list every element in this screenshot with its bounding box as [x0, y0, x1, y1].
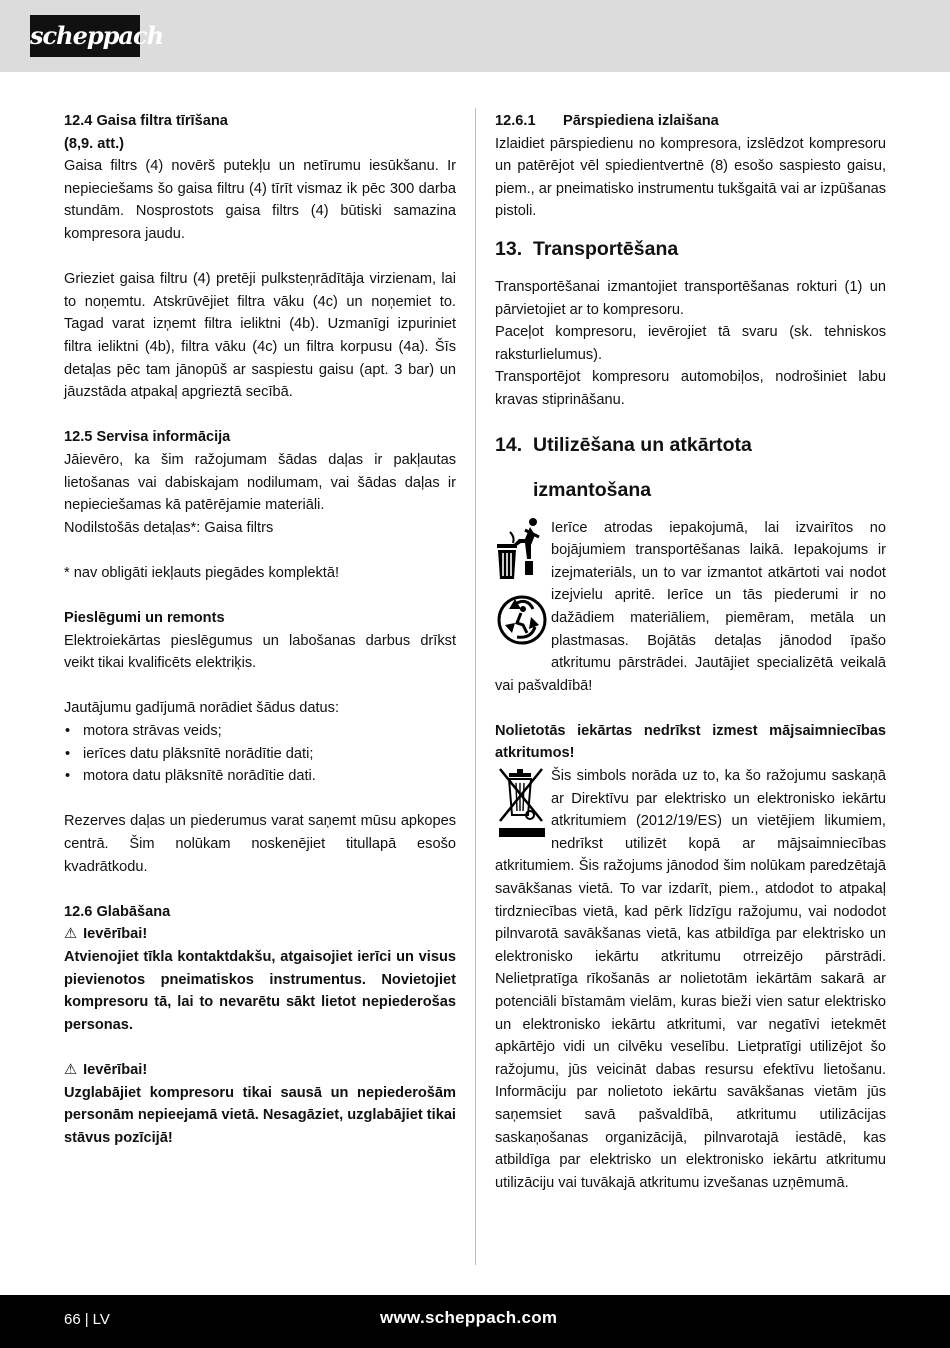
- section-number: 14.: [495, 433, 523, 456]
- section-number: 13.: [495, 237, 523, 260]
- page-number: 66: [64, 1311, 81, 1328]
- section-12-5-title: 12.5 Servisa informācija: [64, 429, 231, 446]
- connections-title: Pieslēgumi un remonts: [64, 610, 225, 627]
- warning-text-storage: Uzglabājiet kompresoru tikai sausā un nepiederošām personām nepieejamā vietā. Nesagāziet, uzglabājiet tikai stāvus pozīcijā!: [64, 1084, 456, 1146]
- warning-text-unplug: Atvienojiet tīkla kontaktdakšu, atgaisojiet ierīci un visus pievienotos pneimatiskos instrumentus. Novietojiet kompresoru tā, lai to nevarētu sākt lietot nepiederošas personas.: [64, 948, 456, 1033]
- page-separator: |: [84, 1311, 89, 1328]
- section-12-4-title: 12.4 Gaisa filtra tīrīšana: [64, 113, 228, 129]
- column-divider: [475, 108, 476, 1265]
- list-item: • motora datu plāksnītē norādītie dati.: [64, 765, 456, 788]
- paragraph-air-filter-steps: Grieziet gaisa filtru (4) pretēji pulksteņrādītāja virzienam, lai to noņemtu. Atskrūvējiet filtra vāku (4c) un noņemiet to. Tagad varat izņemt filtra ieliktni (4b). Uzmanīgi izpuriniet filtra ieliktni (4b), filtra vāku (4c) un filtra korpusu (4a). Šīs detaļas pēc tam jānopūš ar saspiestu gaisu (apt. 3 bar) un jāuzstāda atpakaļ apgrieztā secībā.: [64, 271, 456, 401]
- header-bar: [0, 0, 950, 72]
- section-12-6-title: 12.6 Glabāšana: [64, 903, 171, 920]
- disposal-icons: [495, 517, 551, 653]
- paragraph-weee: Šis simbols norāda uz to, ka šo ražojumu saskaņā ar Direktīvu par elektrisko un elektronisko iekārtu atkritumiem (2012/19/ES) un vietējiem likumiem, nedrīkst utilizēt kopā ar mājsaimniecības atkritumiem. Šis ražojums jānodod šim nolūkam paredzētajā savākšanas vietā. To var izdarīt, piem., atdodot to atpakaļ tirdzniecības vietā, kad pērk līdzīgu ražojumu, vai nododot pilnvarotā savākšanas vietā, kas atbildīga par elektrisko un elektronisko iekārtu atkritumu otrreizējo pārstrādi. Nelietpratīga rīkošanās ar nolietotām iekārtām sakarā ar potenciāli bīstamām vielām, kuras bieži vien satur elektrisko un elektronisko iekārtu atkritumi, var negatīvi ietekmēt apkārtējo vidi un cilvēku veselību. Lietpratīgi utilizējot šo ražojumu, jūs veicināt dabas resursu efektīvu lietošanu. Informāciju par nolietoto iekārtu savākšanas vietām jūs saņemsiet savā pašvaldībā, atkritumu utilizācijas saskaņošanas organizācijā, pilnvarotajā iestādē, kas atbildīga par elektrisko un elektronisko iekārtu atkritumu utilizāciju vai tuvākajā atkritumu izvešanas uzņēmumā.: [495, 768, 886, 1191]
- page-indicator: [64, 1311, 110, 1328]
- paragraph-transport-vehicle: Transportējot kompresoru automobiļos, nodrošiniet labu kravas stiprināšanu.: [495, 369, 886, 408]
- list-item: • ierīces datu plāksnītē norādītie dati;: [64, 743, 456, 766]
- paragraph-transport-handle: Transportēšanai izmantojiet transportēšanas rokturi (1) un pārvietojiet ar to kompresoru.: [495, 278, 886, 318]
- website-url: www.scheppach.com: [380, 1308, 558, 1327]
- section-number: 12.6.1: [495, 113, 536, 129]
- paragraph-connections: Elektroiekārtas pieslēgumus un labošanas darbus drīkst veikt tikai kvalificēts elektriķis.: [64, 632, 456, 672]
- paragraph-delivery-note: * nav obligāti iekļauts piegādes komplektā!: [64, 564, 340, 581]
- warning-label: ⚠ Ievērībai!: [64, 1059, 456, 1082]
- paragraph-packaging: Ierīce atrodas iepakojumā, lai izvairītos no bojājumiem transportēšanas laikā. Iepakojums ir izejmateriāls, un to var izmantot atkārtoti vai nodot izejvielu apritē. Ierīce un tās piederumi ir no dažādiem materiāliem, piemēram, metāla un plastmasas. Bojātās detaļas jānodod īpašo atkritumu pārstrādei. Jautājiet specializētā veikalā vai pašvaldībā!: [495, 519, 886, 694]
- section-14-heading-continued: izmantošana: [533, 478, 652, 501]
- crossed-bin-icon: [495, 765, 549, 841]
- scheppach-logo: scheppach: [30, 15, 140, 57]
- weee-heading: Nolietotās iekārtas nedrīkst izmest mājsaimniecības atkritumos!: [495, 722, 886, 762]
- section-12-4-figure-ref: (8,9. att.): [64, 135, 125, 152]
- language-code: LV: [92, 1311, 110, 1328]
- recycling-icon: [495, 587, 549, 653]
- section-title: Transportēšana: [533, 237, 679, 260]
- paragraph-service-info: Jāievēro, ka šim ražojumam šādas daļas ir pakļautas lietošanas vai dabiskajam nodilumam, vai šādas daļas ir nepieciešamas kā patērējamie materiāli.: [64, 451, 456, 514]
- paragraph-air-filter-intro: Gaisa filtrs (4) novērš putekļu un netīrumu iesūkšanu. Ir nepieciešams šo gaisa filtru (4) tīrīt vismaz ik pēc 300 darba stundām. Nosprostots gaisa filtrs (4) būtiski samazina kompresora jaudu.: [64, 158, 456, 242]
- section-title: Pārspiediena izlaišana: [563, 113, 719, 129]
- section-14-heading: [495, 430, 886, 460]
- warning-label: ⚠ Ievērībai!: [64, 923, 456, 946]
- left-column: [64, 110, 456, 1149]
- inquiry-data-list: [64, 720, 456, 788]
- litter-bin-icon: [495, 517, 549, 583]
- paragraph-wear-parts: Nodilstošās detaļas*: Gaisa filtrs: [64, 519, 274, 536]
- footer-bar: [0, 1295, 950, 1348]
- right-column: [495, 110, 886, 1194]
- section-title: Utilizēšana un atkārtota: [533, 433, 752, 456]
- weee-block: [495, 765, 886, 1194]
- paragraph-spare-parts: Rezerves daļas un piederumus varat saņemt mūsu apkopes centrā. Šim nolūkam noskenējiet titullapā esošo kvadrātkodu.: [64, 813, 456, 875]
- section-13-heading: [495, 234, 886, 264]
- section-12-6-1-heading: [495, 110, 886, 133]
- disposal-block: [495, 517, 886, 698]
- list-item: • motora strāvas veids;: [64, 720, 456, 743]
- paragraph-transport-weight: Paceļot kompresoru, ievērojiet tā svaru (sk. tehniskos raksturlielumus).: [495, 324, 886, 363]
- paragraph-inquiry: Jautājumu gadījumā norādiet šādus datus:: [64, 700, 340, 717]
- paragraph-pressure-release: Izlaidiet pārspiedienu no kompresora, izslēdzot kompresoru un patērējot vēl spiedientvertnē (8) esošo saspiesto gaisu, piem., ar pneimatisko instrumentu tukšgaitā vai ar izpūšanas pistoli.: [495, 135, 886, 220]
